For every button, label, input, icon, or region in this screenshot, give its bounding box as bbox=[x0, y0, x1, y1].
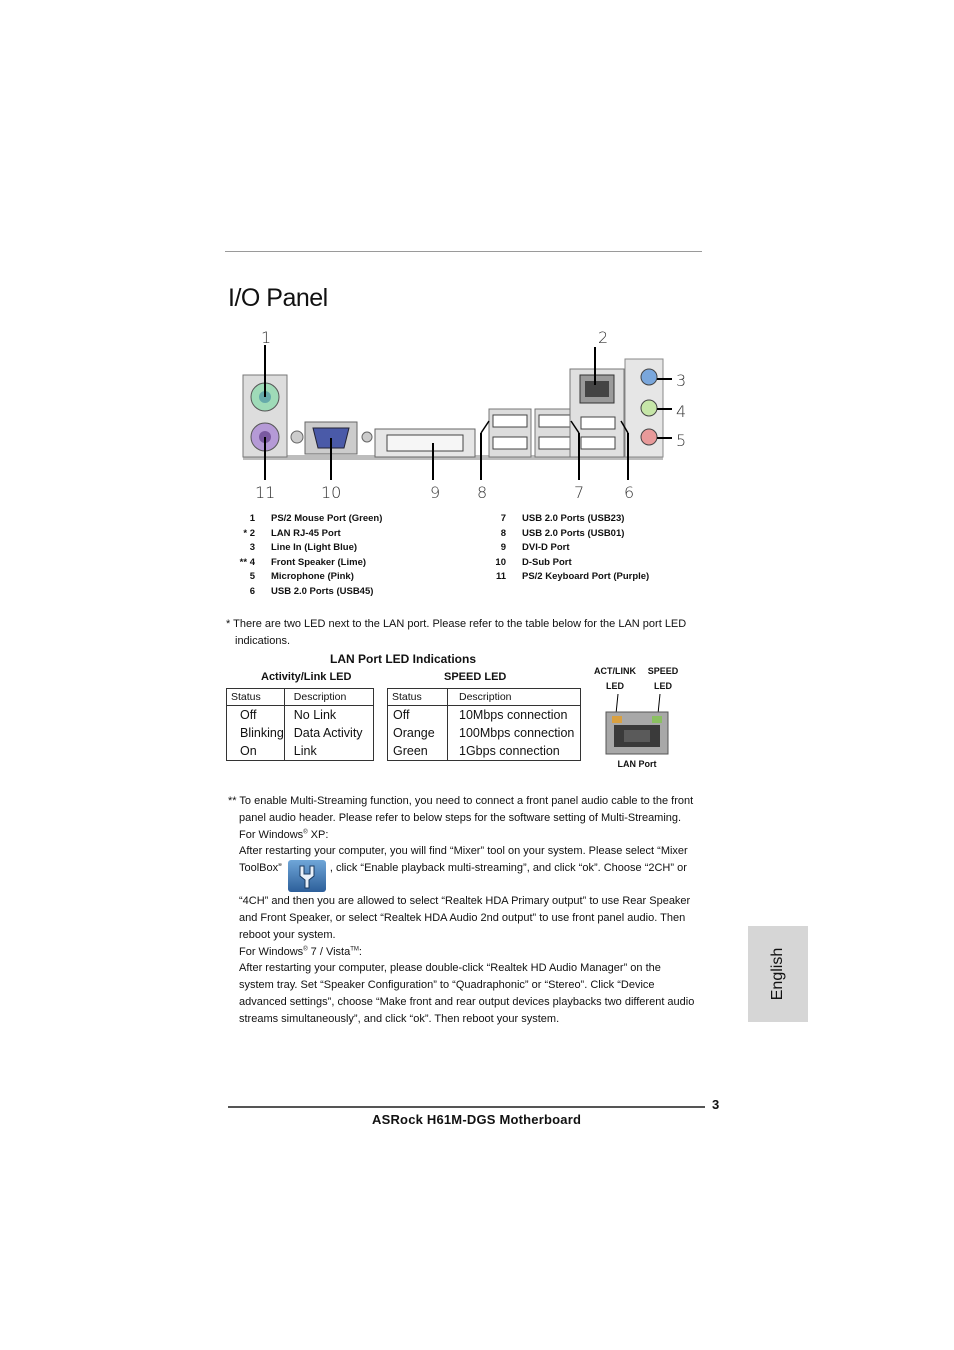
legend-item: 8 USB 2.0 Ports (USB01) bbox=[500, 527, 625, 539]
diagram-label-5: 5 bbox=[676, 431, 687, 450]
language-tab bbox=[748, 926, 808, 1022]
diagram-label-9: 9 bbox=[430, 483, 441, 502]
front-speaker-jack bbox=[641, 400, 657, 416]
lan-note: * There are two LED next to the LAN port. Please refer to the table below for the LAN port LED indications. bbox=[226, 618, 687, 647]
legend-item: 5 Microphone (Pink) bbox=[249, 571, 354, 583]
usb-ports-usb01 bbox=[489, 409, 531, 457]
table-row: Off No Link bbox=[227, 706, 374, 725]
legend-item: 10 D-Sub Port bbox=[495, 556, 572, 568]
table-row: Blinking Data Activity bbox=[227, 724, 374, 742]
legend-item: 6 USB 2.0 Ports (USB45) bbox=[249, 585, 374, 597]
table-row: Off 10Mbps connection bbox=[388, 706, 581, 725]
language-tab-label: English bbox=[769, 947, 786, 1001]
footer-title: ASRock H61M-DGS Motherboard bbox=[372, 1112, 582, 1127]
microphone-jack bbox=[641, 429, 657, 445]
diagram-label-2: 2 bbox=[598, 328, 609, 347]
legend-right bbox=[476, 512, 649, 585]
legend-item: * 2 LAN RJ-45 Port bbox=[243, 527, 341, 539]
legend-item: ** 4 Front Speaker (Lime) bbox=[239, 556, 367, 568]
table-row: On Link bbox=[227, 742, 374, 761]
diagram-label-11: 11 bbox=[255, 483, 276, 502]
activity-led-table: Status Description Off No Link Blinking Data Activity On Link bbox=[226, 688, 374, 761]
page-number: 3 bbox=[712, 1097, 720, 1112]
legend-item: 3 Line In (Light Blue) bbox=[249, 542, 358, 554]
page-title: I/O Panel bbox=[228, 284, 328, 312]
line-in-jack bbox=[641, 369, 657, 385]
speed-led-label: SPEED LED bbox=[647, 666, 679, 691]
header-rule bbox=[225, 251, 702, 252]
lan-port-icon bbox=[604, 694, 670, 756]
table-row: Green 1Gbps connection bbox=[388, 742, 581, 761]
diagram-label-6: 6 bbox=[624, 483, 635, 502]
diagram-label-4: 4 bbox=[676, 402, 687, 421]
speed-table-title: SPEED LED bbox=[444, 671, 507, 683]
lan-led-title: LAN Port LED Indications bbox=[330, 652, 477, 666]
table-row: Orange 100Mbps connection bbox=[388, 724, 581, 742]
legend-item: 9 DVI-D Port bbox=[500, 542, 570, 554]
diagram-label-3: 3 bbox=[676, 371, 687, 390]
diagram-label-8: 8 bbox=[477, 483, 488, 502]
diagram-label-7: 7 bbox=[574, 483, 585, 502]
multistreaming-instructions: ** To enable Multi-Streaming function, you need to connect a front panel audio cable to the front panel audio header. Please refer to below steps for the software setting of Multi-Streaming. For Windows® XP: After restarting your computer, you will find “Mixer” tool on your system. Please select “Mixer ToolBox” , click “Enable playback multi-streaming”, and click “ok”. Choose “2CH” or “4CH” and then you are allowed to select “Realtek HDA Primary output” to use Rear Speaker and Front Speaker, or select “Realtek HDA Audio 2nd output” to use front panel audio. Then reboot your system. For Windows® 7 / Vista™: After restarting your computer, please double-click “Realtek HD Audio Manager” on the system tray. Set “Speaker Configuration” to “Quadraphonic” or “Stereo”. Click “Device advanced settings”, choose “Make front and rear output devices playbacks two different audio streams simultaneously”, and click “ok”. Then reboot your system. bbox=[228, 795, 695, 1025]
activity-table-title: Activity/Link LED bbox=[261, 671, 352, 683]
legend-left bbox=[225, 512, 382, 600]
legend-item: 7 USB 2.0 Ports (USB23) bbox=[500, 513, 625, 524]
io-panel-diagram bbox=[225, 325, 695, 505]
diagram-label-10: 10 bbox=[321, 483, 342, 502]
lan-port-caption: LAN Port bbox=[617, 759, 657, 769]
mixer-toolbox-icon bbox=[288, 860, 326, 892]
legend-item: 11 PS/2 Keyboard Port (Purple) bbox=[495, 571, 650, 583]
dvi-port bbox=[375, 429, 475, 457]
footer-rule bbox=[228, 1106, 705, 1108]
speed-led-table: Status Description Off 10Mbps connection Orange 100Mbps connection Green 1Gbps connection bbox=[387, 688, 581, 761]
legend-item: 1 PS/2 Mouse Port (Green) bbox=[249, 513, 383, 524]
act-link-led-label: ACT/LINK LED bbox=[594, 666, 636, 691]
diagram-label-1: 1 bbox=[261, 328, 272, 347]
